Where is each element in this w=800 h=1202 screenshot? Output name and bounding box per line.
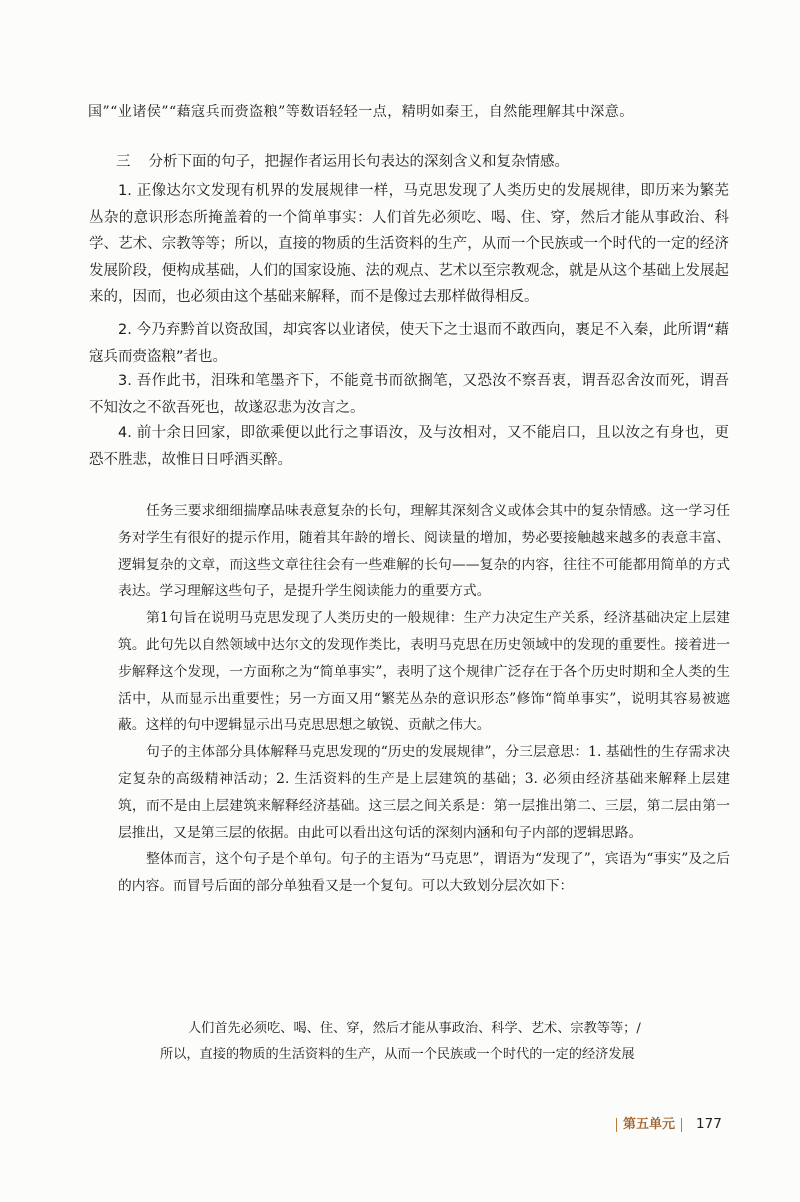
exercise-number: 三: [116, 154, 131, 170]
commentary-paragraph-1: 任务三要求细细揣摩品味表意复杂的长句，理解其深刻含义或体会其中的复杂情感。这一学习任务对学生有很好的提示作用，随着其年龄的增长、阅读量的增加，势必要接触越来越多的表意丰富、逻辑复杂的文章，而这些文章往往会有一些难解的长句——复杂的内容，往往不可能都用简单的方式表达。学习理解这些句子，是提升学生阅读能力的重要方式。: [118, 503, 730, 600]
exercise-item-3: 3. 吾作此书，泪珠和笔墨齐下，不能竟书而欲搁笔，又恐汝不察吾衷，谓吾忍舍汝而死，谓吾不知汝之不欲吾死也，故遂忍悲为汝言之。: [89, 373, 729, 416]
breakdown-line-2: 所以，直接的物质的生活资料的生产，从而一个民族或一个时代的一定的经济发展: [160, 1047, 635, 1062]
unit-label: 第五单元: [623, 1117, 676, 1132]
commentary-paragraph-3: 句子的主体部分具体解释马克思发现的“历史的发展规律”，分三层意思：1. 基础性的生存需求决定复杂的高级精神活动；2. 生活资料的生产是上层建筑的基础；3. 必须由经济基础来解释上层建筑，而不是由上层建筑来解释经济基础。这三层之间关系是：第一层推出第二、三层，第二层由第一层推出，又是第三层的依据。由此可以看出这句话的深刻内涵和句子内部的逻辑思路。: [118, 744, 730, 841]
carryover-line: 国”“业诸侯”“藉寇兵而赍盗粮”等数语轻轻一点，精明如秦王，自然能理解其中深意。: [88, 104, 634, 120]
page-footer: [610, 1112, 750, 1136]
footer-divider-left: [616, 1118, 617, 1132]
teacher-commentary: [118, 498, 730, 900]
commentary-paragraph-2: 第1句旨在说明马克思发现了人类历史的一般规律：生产力决定生产关系，经济基础决定上层建筑。此句先以自然领域中达尔文的发现作类比，表明马克思在历史领域中的发现的重要性。接着进一步解释这个发现，一方面称之为“简单事实”，表明了这个规律广泛存在于各个历史时期和全人类的生活中，从而显示出重要性；另一方面又用“繁芜丛杂的意识形态”修饰“简单事实”，说明其容易被遮蔽。这样的句中逻辑显示出马克思思想之敏锐、贡献之伟大。: [118, 610, 730, 734]
exercise-item-1: 1. 正像达尔文发现有机界的发展规律一样，马克思发现了人类历史的发展规律，即历来为繁芜丛杂的意识形态所掩盖着的一个简单事实：人们首先必须吃、喝、住、穿，然后才能从事政治、科学、艺术、宗教等等；所以，直接的物质的生活资料的生产，从而一个民族或一个时代的一定的经济发展阶段，便构成基础，人们的国家设施、法的观点、艺术以至宗教观念，就是从这个基础上发展起来的，因而，也必须由这个基础来解释，而不是像过去那样做得相反。: [89, 183, 729, 306]
footer-divider-right: [681, 1118, 682, 1132]
exercise-item-2: 2. 今乃弃黔首以资敌国，却宾客以业诸侯，使天下之士退而不敢西向，裹足不入秦，此所谓“藉寇兵而赍盗粮”者也。: [89, 322, 729, 365]
sentence-breakdown: [160, 1016, 720, 1068]
exercise-item-4: 4. 前十余日回家，即欲乘便以此行之事语汝，及与汝相对，又不能启口，且以汝之有身也，更恐不胜悲，故惟日日呼酒买醉。: [89, 425, 729, 468]
exercise-title: 分析下面的句子，把握作者运用长句表达的深刻含义和复杂情感。: [148, 154, 569, 170]
breakdown-line-1: 人们首先必须吃、喝、住、穿，然后才能从事政治、科学、艺术、宗教等等；/: [188, 1021, 641, 1036]
exercise-heading: [116, 150, 736, 174]
page-number: 177: [696, 1116, 722, 1132]
commentary-paragraph-4: 整体而言，这个句子是个单句。句子的主语为“马克思”，谓语为“发现了”，宾语为“事实”及之后的内容。而冒号后面的部分单独看又是一个复句。可以大致划分层次如下：: [118, 851, 730, 895]
